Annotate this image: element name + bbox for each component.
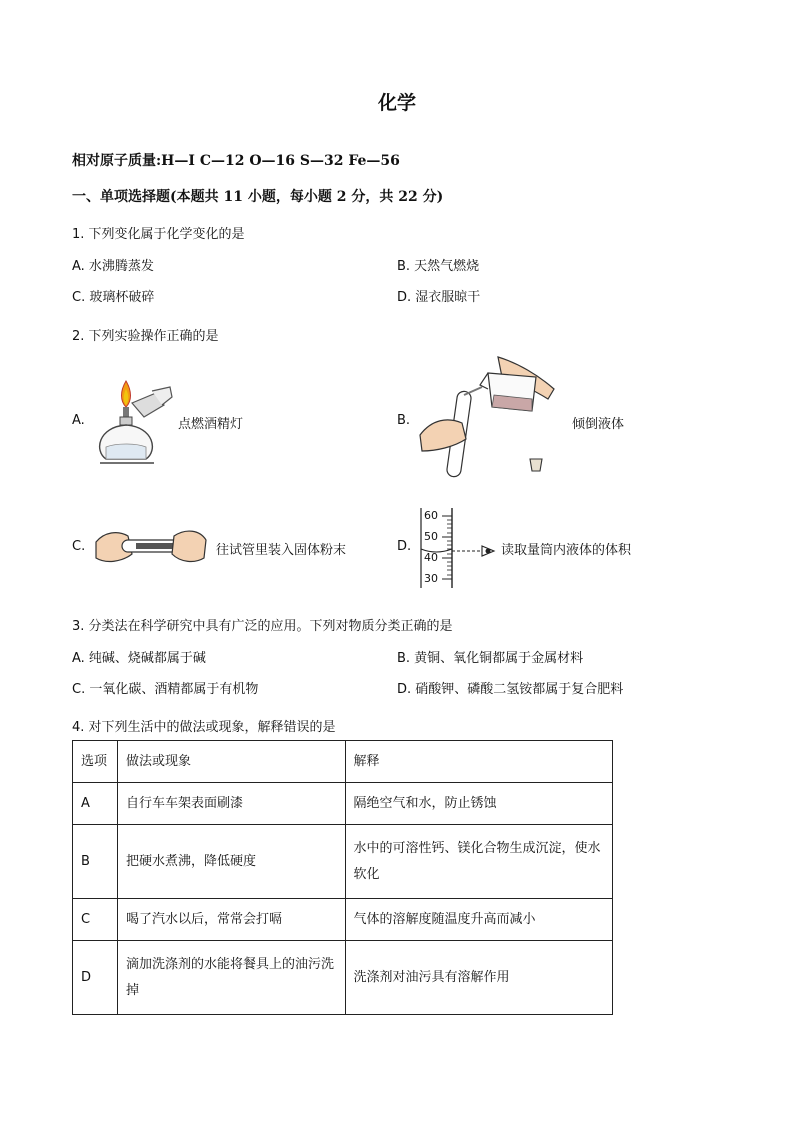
table-row [73, 825, 613, 899]
cylinder-tick-60: 60 [424, 509, 438, 522]
q3-option-d: D. 硝酸钾、磷酸二氢铵都属于复合肥料 [397, 682, 624, 697]
table-row [73, 941, 613, 1015]
table-cell: 喝了汽水以后，常常会打嗝 [117, 899, 345, 941]
powder-into-tube-illustration [92, 522, 210, 570]
table-cell: 洗涤剂对油污具有溶解作用 [345, 941, 612, 1015]
q2-stem: 2. 下列实验操作正确的是 [72, 329, 219, 344]
q2-option-b-letter: B. [397, 413, 411, 428]
q1-option-b: B. 天然气燃烧 [397, 259, 480, 274]
q2-option-c-caption: 往试管里装入固体粉末 [216, 543, 347, 558]
pouring-liquid-illustration [418, 355, 558, 480]
q3-option-a: A. 纯碱、烧碱都属于碱 [72, 651, 206, 666]
q1-stem: 1. 下列变化属于化学变化的是 [72, 227, 245, 242]
page-title: 化学 [377, 92, 416, 114]
q3-option-c: C. 一氧化碳、酒精都属于有机物 [72, 682, 259, 697]
q1-option-a: A. 水沸腾蒸发 [72, 259, 154, 274]
q2-option-d-caption: 读取量筒内液体的体积 [501, 543, 632, 558]
table-row [73, 899, 613, 941]
q3-option-b: B. 黄铜、氧化铜都属于金属材料 [397, 651, 584, 666]
table-cell: 把硬水煮沸，降低硬度 [117, 825, 345, 899]
section-heading: 一、单项选择题(本题共 11 小题，每小题 2 分，共 22 分) [72, 189, 444, 205]
table-cell: B [73, 825, 118, 899]
q2-option-a-caption: 点燃酒精灯 [178, 417, 244, 432]
q2-option-a-letter: A. [72, 413, 85, 428]
cylinder-tick-30: 30 [424, 572, 438, 585]
alcohol-lamp-illustration [92, 375, 174, 470]
table-cell: 滴加洗涤剂的水能将餐具上的油污洗掉 [117, 941, 345, 1015]
q4-stem: 4. 对下列生活中的做法或现象，解释错误的是 [72, 720, 336, 735]
table-cell: C [73, 899, 118, 941]
table-cell: 隔绝空气和水，防止锈蚀 [345, 783, 612, 825]
table-cell: 自行车车架表面刷漆 [117, 783, 345, 825]
q2-option-c-letter: C. [72, 539, 86, 554]
q2-option-b-caption: 倾倒液体 [572, 417, 625, 432]
cylinder-tick-40: 40 [424, 551, 438, 564]
q1-option-d: D. 湿衣服晾干 [397, 290, 481, 305]
table-row [73, 783, 613, 825]
q2-option-d-letter: D. [397, 539, 412, 554]
cylinder-tick-50: 50 [424, 530, 438, 543]
q3-stem: 3. 分类法在科学研究中具有广泛的应用。下列对物质分类正确的是 [72, 619, 453, 634]
table-header-row [73, 741, 613, 783]
table-header-cell: 解释 [345, 741, 612, 783]
q4-table [72, 740, 613, 1015]
table-header-cell: 选项 [73, 741, 118, 783]
table-cell: D [73, 941, 118, 1015]
table-cell: A [73, 783, 118, 825]
atomic-mass-line: 相对原子质量:H—I C—12 O—16 S—32 Fe—56 [72, 153, 400, 169]
table-cell: 水中的可溶性钙、镁化合物生成沉淀，使水软化 [345, 825, 612, 899]
table-header-cell: 做法或现象 [117, 741, 345, 783]
table-cell: 气体的溶解度随温度升高而减小 [345, 899, 612, 941]
q1-option-c: C. 玻璃杯破碎 [72, 290, 155, 305]
